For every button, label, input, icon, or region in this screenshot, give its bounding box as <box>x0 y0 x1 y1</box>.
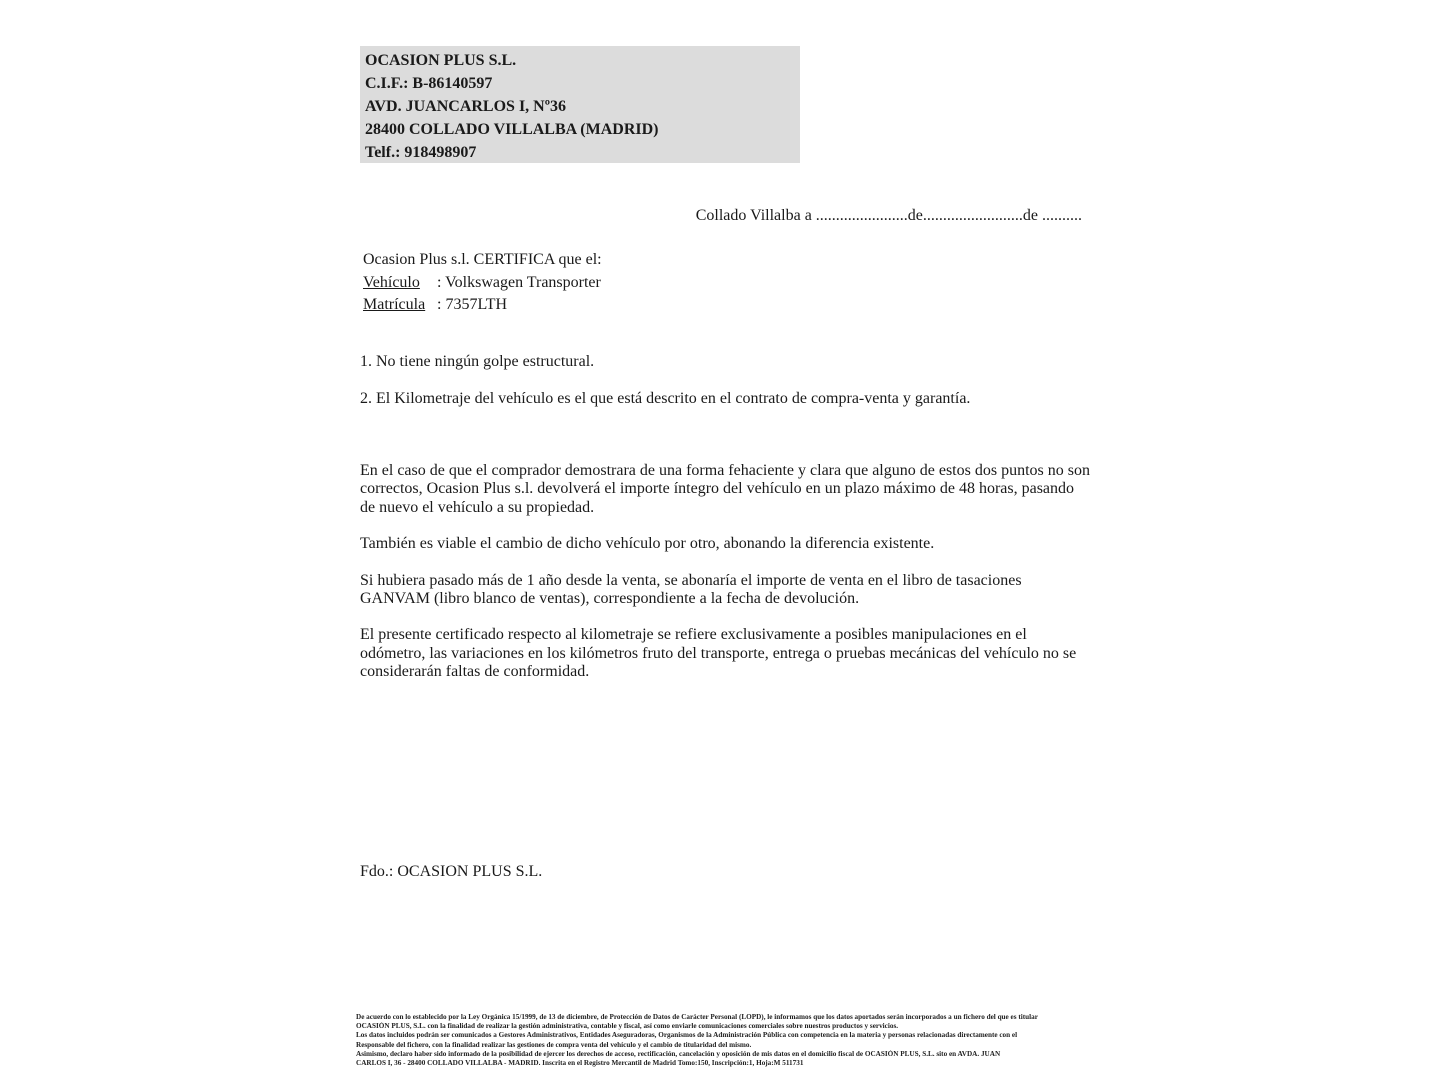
legal-footer <box>356 1013 1091 1068</box>
certified-points <box>360 352 970 409</box>
footer-line: Los datos incluidos podrán ser comunicados a Gestores Administrativos, Entidades Aseguradoras, Organismos de la Administración Pública con competencia en la materia y personas relacionadas directamente con el <box>356 1031 1018 1040</box>
paragraph-refund: En el caso de que el comprador demostrara de una forma fehaciente y clara que alguno de estos dos puntos no son correctos, Ocasion Plus s.l. devolverá el importe íntegro del vehículo en un plazo máximo de 48 horas, pasando de nuevo el vehículo a su propiedad. <box>360 462 1090 516</box>
signature-line: Fdo.: OCASION PLUS S.L. <box>360 863 543 880</box>
vehicle-row <box>363 272 602 295</box>
footer-line: CARLOS I, 36 - 28400 COLLADO VILLALBA - MADRID. Inscrita en el Registro Mercantil de Madrid Tomo:150, Inscripción:1, Hoja:M 511731 <box>356 1059 804 1068</box>
company-name: OCASION PLUS S.L. <box>365 52 517 69</box>
paragraph-exchange: También es viable el cambio de dicho vehículo por otro, abonando la diferencia existente. <box>360 535 935 553</box>
vehicle-value: : Volkswagen Transporter <box>437 273 601 291</box>
footer-line: De acuerdo con lo establecido por la Ley Orgánica 15/1999, de 13 de diciembre, de Protección de Datos de Carácter Personal (LOPD), le informamos que los datos aportados serán incorporados a un fichero del que es titular <box>356 1013 1038 1021</box>
company-phone: Telf.: 918498907 <box>365 144 477 161</box>
certification-block <box>363 249 602 317</box>
paragraph-odometer: El presente certificado respecto al kilometraje se refiere exclusivamente a posibles manipulaciones en el odómetro, las variaciones en los kilómetros fruto del transporte, entrega o pruebas mecánicas del vehículo no se considerarán faltas de conformidad. <box>360 626 1077 681</box>
plate-row <box>363 294 602 317</box>
company-city: 28400 COLLADO VILLALBA (MADRID) <box>365 121 659 138</box>
certification-intro: Ocasion Plus s.l. CERTIFICA que el: <box>363 251 602 268</box>
company-header-box <box>360 46 800 163</box>
point-1: 1. No tiene ningún golpe estructural. <box>360 353 595 370</box>
paragraph-ganvam: Si hubiera pasado más de 1 año desde la venta, se abonaría el importe de venta en el libro de tasaciones GANVAM (libro blanco de ventas), correspondiente a la fecha de devolución. <box>360 571 1022 608</box>
company-address: AVD. JUANCARLOS I, Nº36 <box>365 98 567 115</box>
plate-value: : 7357LTH <box>437 296 508 313</box>
point-2: 2. El Kilometraje del vehículo es el que está descrito en el contrato de compra-venta y garantía. <box>360 390 971 407</box>
company-cif: C.I.F.: B-86140597 <box>365 75 493 92</box>
vehicle-label: Vehículo <box>363 273 420 291</box>
footer-line: OCASIÓN PLUS, S.L. con la finalidad de realizar la gestión administrativa, contable y fiscal, así como enviarle comunicaciones comerciales sobre nuestros productos y servicios. <box>356 1022 899 1031</box>
date-line: Collado Villalba a .......................de.........................de .......... <box>695 207 1082 224</box>
terms-paragraphs <box>360 462 1090 700</box>
footer-line: Responsable del fichero, con la finalidad realizar las gestiones de compra venta del vehículo y el cambio de titularidad del mismo. <box>356 1040 752 1049</box>
footer-line: Asimismo, declaro haber sido informado de la posibilidad de ejercer los derechos de acceso, rectificación, cancelación y oposición de mis datos en el domicilio fiscal de OCASIÓN PLUS, S.L. sito en AVDA. JUAN <box>356 1049 1001 1058</box>
plate-label: Matrícula <box>363 296 426 313</box>
